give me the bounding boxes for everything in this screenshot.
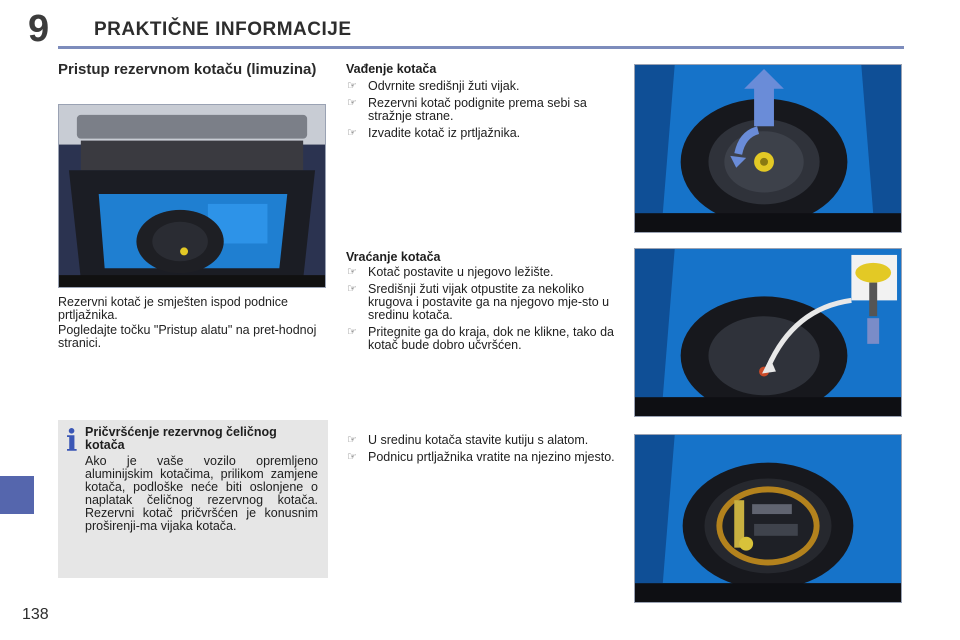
list-item: ☞ Rezervni kotač podignite prema sebi sa stražnje strane.: [347, 96, 587, 123]
list-item: ☞ Izvadite kotač iz prtljažnika.: [347, 126, 521, 140]
info-icon: i: [66, 424, 78, 459]
chapter-title: PRAKTIČNE INFORMACIJE: [94, 19, 352, 40]
list-item: ☞ Odvrnite središnji žuti vijak.: [347, 79, 520, 93]
pointing-hand-icon: ☞: [347, 451, 357, 463]
list-item: ☞ Središnji žuti vijak otpustite za nekoliko krugova i postavite ga na njegovo mje-sto u sredinu kotača.: [347, 282, 610, 322]
chapter-side-tab: [0, 476, 34, 514]
pointing-hand-icon: ☞: [347, 266, 357, 278]
caption-location: Rezervni kotač je smješten ispod podnice prtljažnika.: [58, 295, 288, 322]
photo-remove-wheel: [634, 64, 902, 233]
pointing-hand-icon: ☞: [347, 283, 357, 295]
section-title-access: Pristup rezervnom kotaču (limuzina): [58, 61, 317, 78]
chapter-number: 9: [28, 8, 50, 50]
pointing-hand-icon: ☞: [347, 80, 357, 92]
removal-steps: [346, 80, 618, 144]
final-steps: [346, 434, 618, 468]
photo-toolbox: [634, 434, 902, 603]
trunk-photo: [58, 104, 326, 288]
list-item: ☞ Pritegnite ga do kraja, dok ne klikne, tako da kotač bude dobro učvršćen.: [347, 325, 614, 352]
section-title-removal: Vađenje kotača: [346, 62, 437, 76]
caption-reference: Pogledajte točku "Pristup alatu" na pret-hodnoj stranici.: [58, 323, 317, 350]
page-number: 138: [22, 606, 49, 623]
pointing-hand-icon: ☞: [347, 434, 357, 446]
section-title-refit: Vraćanje kotača: [346, 250, 441, 264]
list-item: ☞ U sredinu kotača stavite kutiju s alatom.: [347, 433, 589, 447]
info-box: [58, 420, 328, 578]
pointing-hand-icon: ☞: [347, 97, 357, 109]
list-item: ☞ Kotač postavite u njegovo ležište.: [347, 265, 554, 279]
list-item: ☞ Podnicu prtljažnika vratite na njezino mjesto.: [347, 450, 615, 464]
pointing-hand-icon: ☞: [347, 127, 357, 139]
info-body: Ako je vaše vozilo opremljeno aluminijskim kotačima, prilikom zamjene kotača, podloške neće biti oslonjene o naplatak čeličnog rezervnog kotača. Rezervni kotač pričvršćen je konusnim proširenji-ma vijaka kotača.: [85, 454, 318, 533]
refit-steps: [346, 266, 618, 356]
info-title: Pričvršćenje rezervnog čeličnog kotača: [85, 425, 277, 452]
photo-refit-wheel: [634, 248, 902, 417]
pointing-hand-icon: ☞: [347, 326, 357, 338]
header-rule: [58, 46, 904, 49]
